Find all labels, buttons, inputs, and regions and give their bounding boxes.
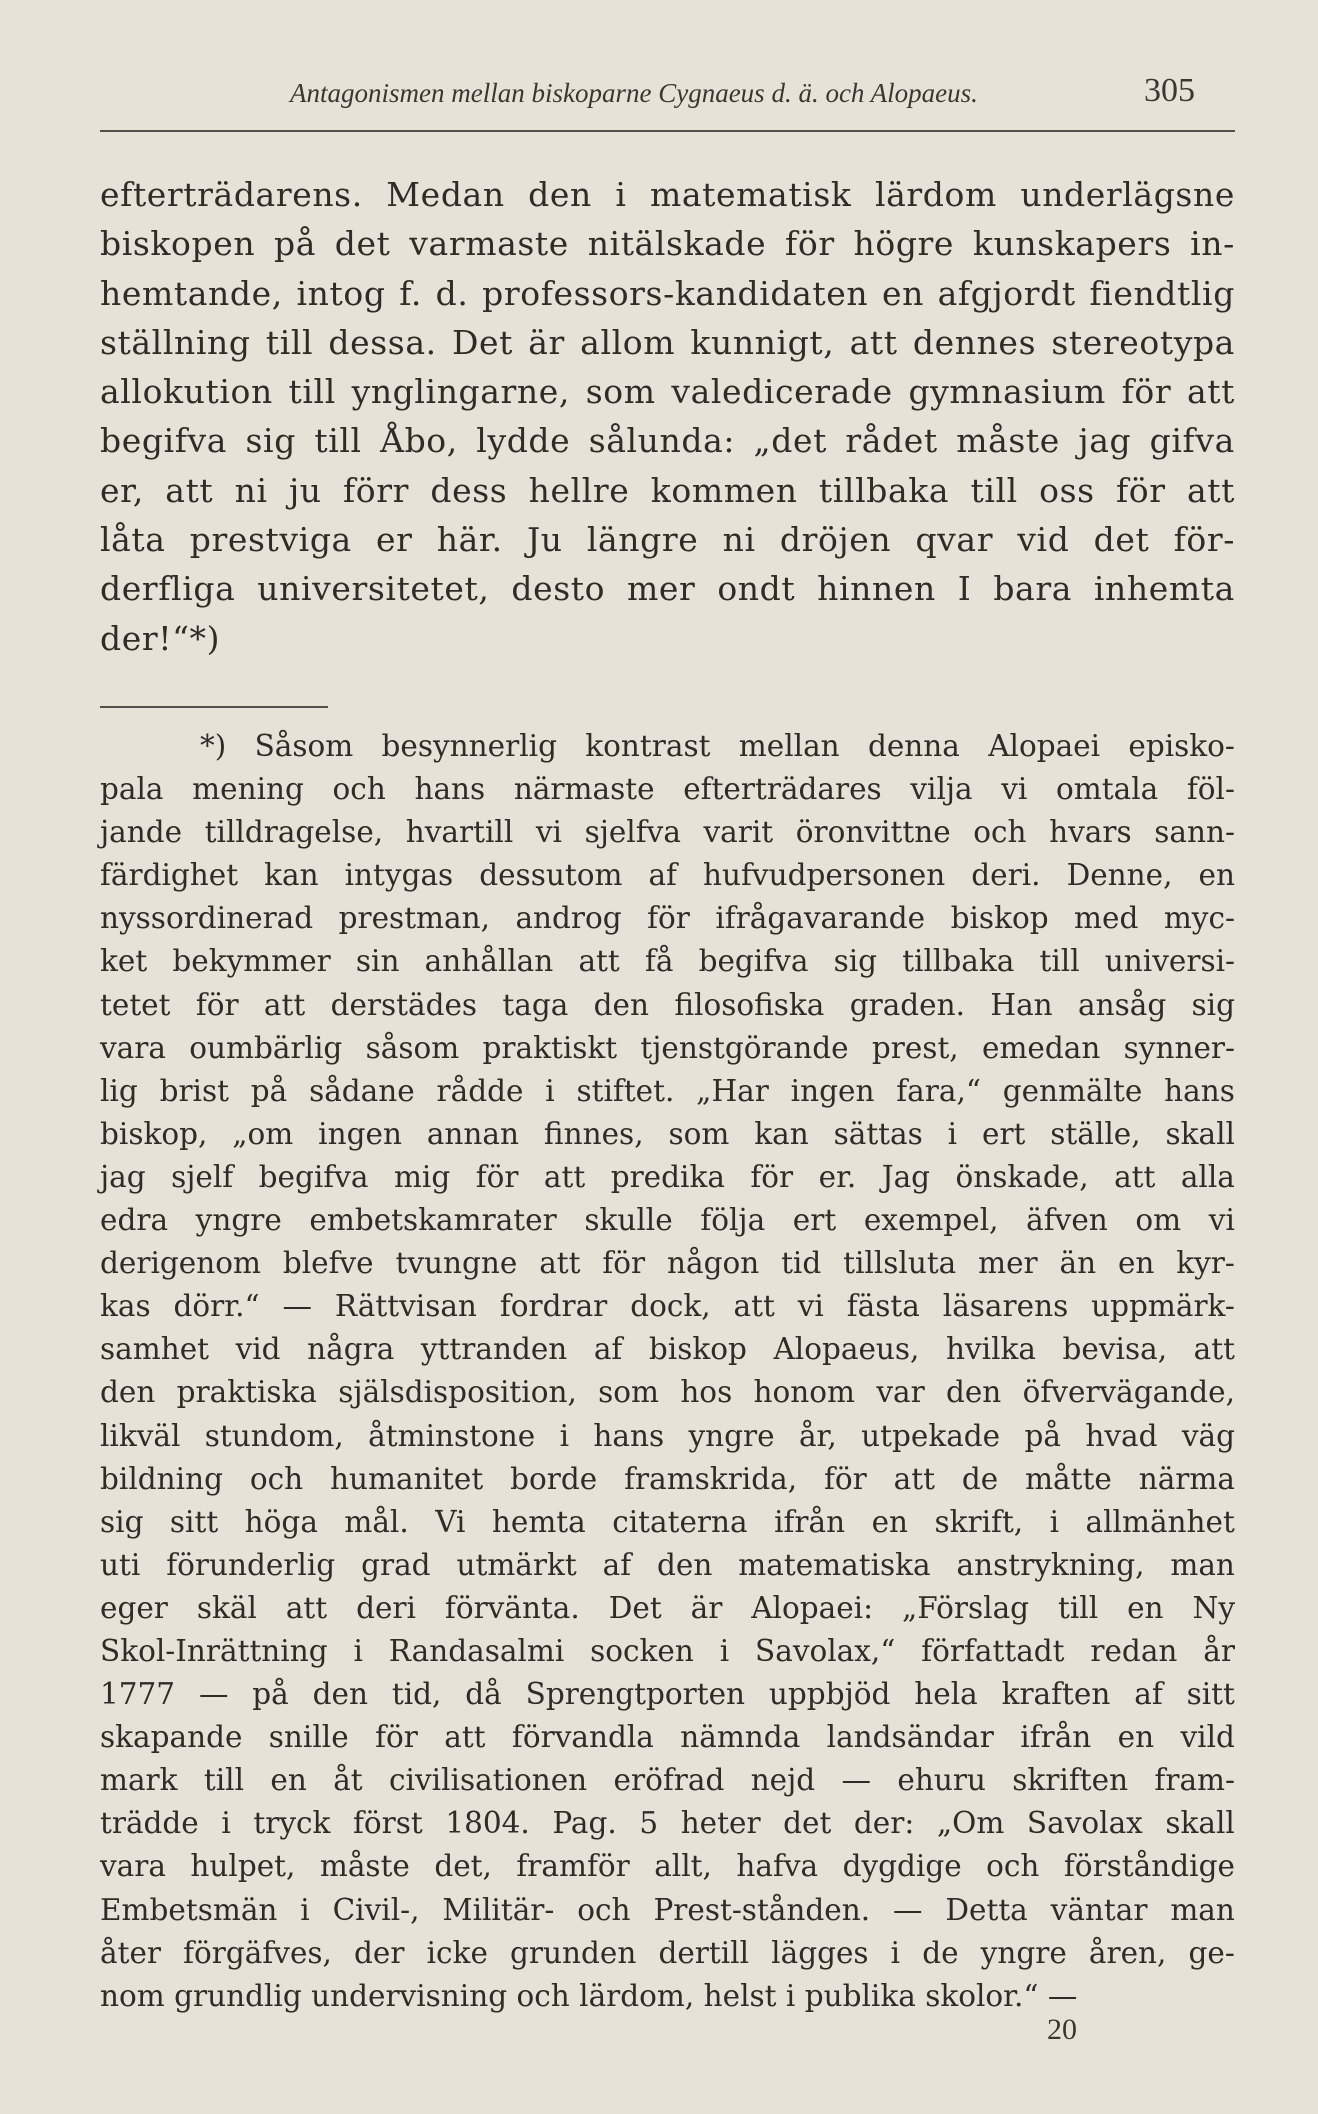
footnote-line: 1777 — på den tid, då Sprengtporten uppbjöd hela kraften af sitt	[100, 1677, 1235, 1712]
footnote-line: nyssordinerad prestman, androg för ifrågavarande biskop med myc-	[100, 901, 1235, 936]
footnote-line: Embetsmän i Civil-, Militär- och Prest-stånden. — Detta väntar man	[100, 1892, 1235, 1927]
footnote-line: samhet vid några yttranden af biskop Alopaeus, hvilka bevisa, att	[100, 1332, 1235, 1367]
footnote-line: åter förgäfves, der icke grunden dertill lägges i de yngre åren, ge-	[100, 1935, 1235, 1970]
footnote-line: eger skäl att deri förvänta. Det är Alopaei: „Förslag till en Ny	[100, 1590, 1235, 1625]
footnote-line: trädde i tryck först 1804. Pag. 5 heter det der: „Om Savolax skall	[100, 1806, 1235, 1841]
text-line: er, att ni ju förr dess hellre kommen tillbaka till oss för att	[100, 470, 1235, 510]
footnote-line: jag sjelf begifva mig för att predika för er. Jag önskade, att alla	[100, 1159, 1235, 1194]
footnote	[100, 725, 1235, 2018]
footnote-line: vara oumbärlig såsom praktiskt tjenstgörande prest, emedan synner-	[100, 1030, 1235, 1065]
text-line: ställning till dessa. Det är allom kunnigt, att dennes stereotypa	[100, 322, 1235, 362]
footnote-line: mark till en åt civilisationen eröfrad nejd — ehuru skriften fram-	[100, 1763, 1235, 1798]
header-rule	[100, 130, 1235, 132]
footnote-line: uti förunderlig grad utmärkt af den matematiska anstrykning, man	[100, 1547, 1235, 1582]
page-header	[100, 70, 1235, 120]
text-line: efterträdarens. Medan den i matematisk lärdom underlägsne	[100, 175, 1235, 214]
footnote-line: biskop, „om ingen annan finnes, som kan sättas i ert ställe, skall	[100, 1116, 1235, 1151]
text-line: allokution till ynglingarne, som valedicerade gymnasium för att	[100, 372, 1235, 412]
page-number: 305	[1144, 72, 1195, 109]
text-line: låta prestviga er här. Ju längre ni dröjen qvar vid det för-	[100, 520, 1235, 560]
footnote-line: färdighet kan intygas dessutom af hufvudpersonen deri. Denne, en	[100, 858, 1235, 893]
text-line: begifva sig till Åbo, lydde sålunda: „det rådet måste jag gifva	[100, 421, 1235, 461]
footnote-line: likväl stundom, åtminstone i hans yngre år, utpekade på hvad väg	[100, 1418, 1235, 1453]
signature-mark: 20	[1047, 2013, 1077, 2046]
text-line: derfliga universitetet, desto mer ondt hinnen I bara inhemta	[100, 569, 1235, 609]
footnote-line: kas dörr.“ — Rättvisan fordrar dock, att vi fästa läsarens uppmärk-	[100, 1289, 1235, 1324]
footnote-rule	[100, 706, 328, 708]
footnote-line: Skol-Inrättning i Randasalmi socken i Savolax,“ författadt redan år	[100, 1633, 1235, 1668]
footnote-line: pala mening och hans närmaste efterträdares vilja vi omtala föl-	[100, 772, 1235, 807]
footnote-line: ket bekymmer sin anhållan att få begifva sig tillbaka till universi-	[100, 944, 1235, 979]
footnote-line: jande tilldragelse, hvartill vi sjelfva varit öronvittne och hvars sann-	[100, 815, 1235, 850]
footnote-line: bildning och humanitet borde framskrida, för att de måtte närma	[100, 1461, 1235, 1496]
footnote-line: skapande snille för att förvandla nämnda landsändar ifrån en vild	[100, 1720, 1235, 1755]
footnote-line: derigenom blefve tvungne att för någon tid tillsluta mer än en kyr-	[100, 1246, 1235, 1281]
footnote-line: edra yngre embetskamrater skulle följa ert exempel, äfven om vi	[100, 1203, 1235, 1238]
text-line: der!“*)	[100, 618, 221, 658]
footnote-line: lig brist på sådane rådde i stiftet. „Har ingen fara,“ genmälte hans	[100, 1073, 1235, 1108]
main-text	[100, 170, 1235, 663]
text-line: biskopen på det varmaste nitälskade för högre kunskapers in-	[100, 224, 1235, 264]
footnote-line: *) Såsom besynnerlig kontrast mellan denna Alopaei episko-	[200, 729, 1235, 763]
footnote-line: vara hulpet, måste det, framför allt, hafva dygdige och förståndige	[100, 1849, 1235, 1884]
text-line: hemtande, intog f. d. professors-kandidaten en afgjordt fiendtlig	[100, 273, 1235, 313]
running-title: Antagonismen mellan biskoparne Cygnaeus d. ä. och Alopaeus.	[290, 78, 978, 108]
footnote-line: nom grundlig undervisning och lärdom, helst i publika skolor.“ —	[100, 1978, 1078, 2013]
footnote-line: sig sitt höga mål. Vi hemta citaterna ifrån en skrift, i allmänhet	[100, 1504, 1235, 1539]
footnote-line: tetet för att derstädes taga den filosofiska graden. Han ansåg sig	[100, 987, 1235, 1022]
footnote-line: den praktiska själsdisposition, som hos honom var den öfvervägande,	[100, 1375, 1235, 1410]
